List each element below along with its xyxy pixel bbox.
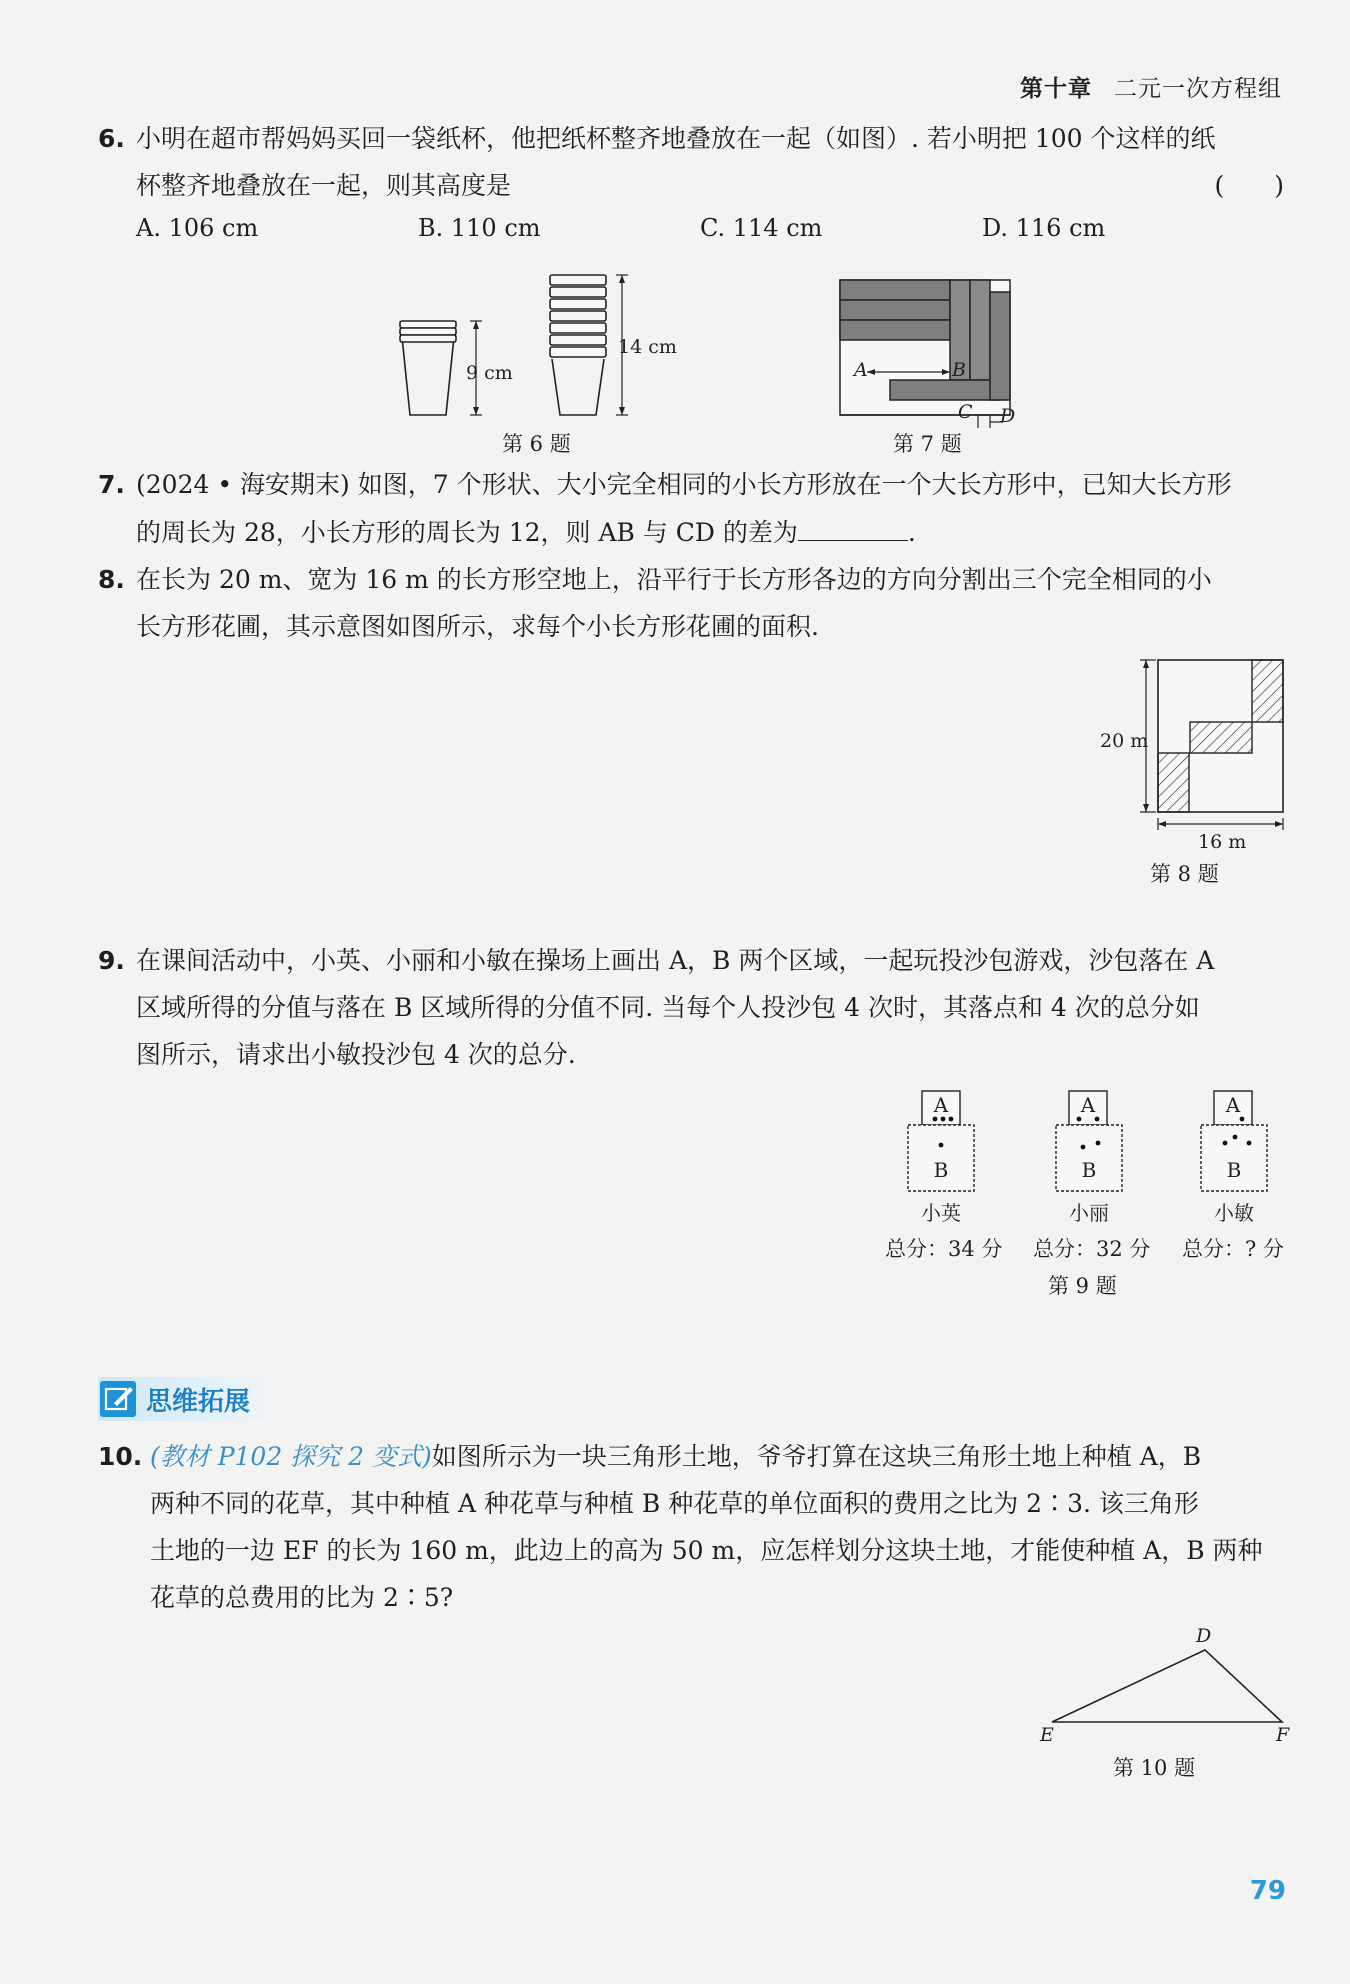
- fig10-label-f: F: [1276, 1724, 1290, 1745]
- fig7-label-b: B: [952, 359, 966, 381]
- question-text-line: 在课间活动中，小英、小丽和小敏在操场上画出 A，B 两个区域，一起玩投沙包游戏，沙包落在 A: [136, 946, 1215, 975]
- question-text-line: 图所示，请求出小敏投沙包 4 次的总分.: [136, 1040, 576, 1069]
- question-text-line: (2024 • 海安期末) 如图，7 个形状、大小完全相同的小长方形放在一个大长方形中，已知大长方形: [136, 470, 1232, 499]
- figure-6-caption: 第 6 题: [502, 432, 571, 456]
- fig10-label-d: D: [1196, 1625, 1212, 1647]
- fig7-label-d: D: [1000, 405, 1016, 427]
- figure-9-caption: 第 9 题: [1048, 1274, 1117, 1298]
- question-text-line: 区域所得的分值与落在 B 区域所得的分值不同. 当每个人投沙包 4 次时，其落点和 4 次的总分如: [136, 993, 1200, 1022]
- question-7: [98, 461, 1286, 556]
- fig8-width-label: 16 m: [1198, 831, 1247, 853]
- question-text-line: 小明在超市帮妈妈买回一袋纸杯，他把纸杯整齐地叠放在一起（如图）. 若小明把 100 个这样的纸: [136, 124, 1216, 153]
- figure-8-garden: [1090, 650, 1295, 855]
- question-text-line: 在长为 20 m、宽为 16 m 的长方形空地上，沿平行于长方形各边的方向分割出三个完全相同的小: [136, 565, 1212, 594]
- answer-blank[interactable]: [798, 508, 908, 541]
- fig9-zone-b-label: B: [1081, 1158, 1097, 1182]
- question-8: [98, 556, 1286, 650]
- fig9-zone-a-label: A: [1080, 1093, 1096, 1117]
- fig9-player-score: 总分：? 分: [1182, 1237, 1284, 1261]
- figure-10-triangle: [1030, 1620, 1300, 1745]
- fig9-player-name: 小敏: [1214, 1201, 1254, 1225]
- section-header: [98, 1377, 288, 1421]
- question-text-line: 花草的总费用的比为 2∶5?: [150, 1583, 454, 1612]
- question-9: [98, 937, 1286, 1078]
- question-number: 10.: [98, 1442, 143, 1471]
- figure-7-rectangles: [830, 270, 1040, 430]
- option-b[interactable]: B. 110 cm: [418, 214, 541, 242]
- question-6: [98, 115, 1286, 209]
- figure-10-caption: 第 10 题: [1113, 1756, 1196, 1780]
- question-text-line: 杯整齐地叠放在一起，则其高度是 ( ): [98, 162, 1286, 209]
- fig9-player-name: 小丽: [1069, 1201, 1109, 1225]
- fig7-label-a: A: [854, 359, 868, 381]
- fig9-zone-b-label: B: [933, 1158, 949, 1182]
- question-number: 7.: [98, 470, 125, 499]
- figure-6-cups: [390, 265, 710, 430]
- question-number: 8.: [98, 565, 125, 594]
- fig7-label-c: C: [958, 401, 973, 423]
- fig9-player-name: 小英: [921, 1201, 961, 1225]
- question-text-line: 长方形花圃，其示意图如图所示，求每个小长方形花圃的面积.: [136, 612, 819, 641]
- fig9-player-score: 总分：34 分: [885, 1237, 1003, 1261]
- option-d[interactable]: D. 116 cm: [982, 214, 1106, 242]
- question-number: 6.: [98, 124, 125, 153]
- page-header: [1020, 70, 1282, 103]
- fig9-player-score: 总分：32 分: [1033, 1237, 1151, 1261]
- section-title: 思维拓展: [146, 1387, 251, 1417]
- fig9-zone-b-label: B: [1226, 1158, 1242, 1182]
- fig6-tall-height-label: 14 cm: [618, 336, 677, 358]
- fig9-zone-a-label: A: [1225, 1093, 1241, 1117]
- edit-icon: [100, 1381, 136, 1417]
- fig9-zone-a-label: A: [933, 1093, 949, 1117]
- chapter-label: 第十章: [1020, 76, 1092, 102]
- figure-8-caption: 第 8 题: [1150, 862, 1219, 886]
- chapter-title: 二元一次方程组: [1114, 76, 1282, 102]
- fig8-height-label: 20 m: [1100, 730, 1149, 752]
- question-text-line: 的周长为 28，小长方形的周长为 12，则 AB 与 CD 的差为 .: [98, 508, 1286, 556]
- fig10-label-e: E: [1040, 1724, 1054, 1745]
- option-a[interactable]: A. 106 cm: [136, 214, 259, 242]
- page-number: 79: [1249, 1876, 1286, 1906]
- figure-7-caption: 第 7 题: [893, 432, 962, 456]
- question-text-line: (教材 P102 探究 2 变式)如图所示为一块三角形土地，爷爷打算在这块三角形土地上种植 A，B: [150, 1442, 1202, 1471]
- question-text-line: 两种不同的花草，其中种植 A 种花草与种植 B 种花草的单位面积的费用之比为 2∶3. 该三角形: [150, 1489, 1199, 1518]
- question-10: [98, 1433, 1286, 1621]
- question-number: 9.: [98, 946, 125, 975]
- figure-9-sandbag: [880, 1085, 1300, 1230]
- question-text-line: 土地的一边 EF 的长为 160 m，此边上的高为 50 m，应怎样划分这块土地，才能使种植 A，B 两种: [150, 1536, 1263, 1565]
- answer-bracket: ( ): [1214, 171, 1284, 200]
- source-reference: (教材 P102 探究 2 变式): [150, 1442, 432, 1471]
- fig6-short-height-label: 9 cm: [466, 362, 513, 384]
- option-c[interactable]: C. 114 cm: [700, 214, 823, 242]
